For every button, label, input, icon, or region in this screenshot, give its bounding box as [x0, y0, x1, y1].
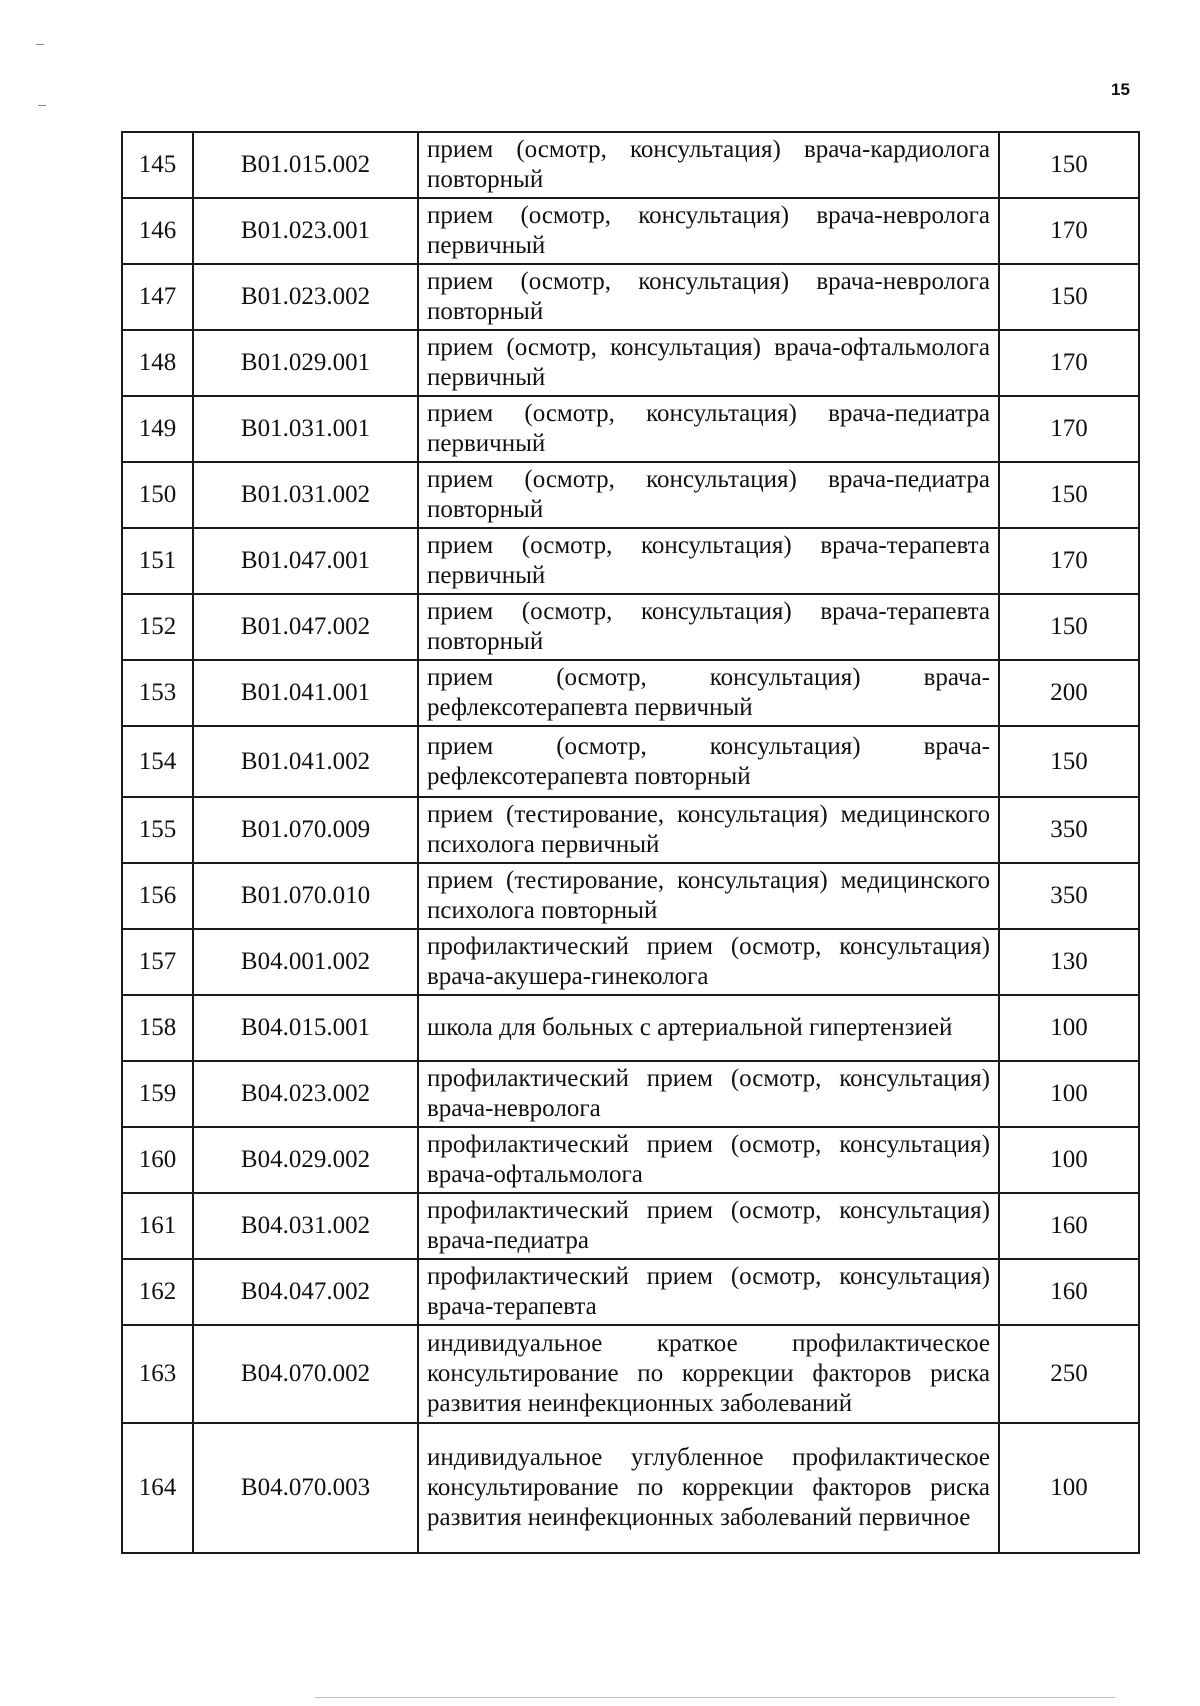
price-cell: 100 [999, 995, 1139, 1061]
service-description-cell: прием (осмотр, консультация) врача-педиатра повторный [418, 462, 999, 528]
price-cell: 130 [999, 929, 1139, 995]
price-cell: 170 [999, 330, 1139, 396]
row-number-cell: 163 [122, 1325, 193, 1423]
service-code-cell: B04.070.003 [193, 1423, 418, 1553]
table-body [122, 132, 1139, 1553]
price-cell: 200 [999, 660, 1139, 726]
service-description-cell: профилактический прием (осмотр, консультация) врача-акушера-гинеколога [418, 929, 999, 995]
row-number-cell: 150 [122, 462, 193, 528]
row-number-cell: 161 [122, 1193, 193, 1259]
price-cell: 160 [999, 1193, 1139, 1259]
service-code-cell: B01.023.001 [193, 198, 418, 264]
price-cell: 170 [999, 198, 1139, 264]
service-description-cell: индивидуальное углубленное профилактическое консультирование по коррекции факторов риска развития неинфекционных заболеваний первичное [418, 1423, 999, 1553]
table-row [122, 594, 1139, 660]
table-row [122, 132, 1139, 198]
table-row [122, 1193, 1139, 1259]
price-cell: 150 [999, 594, 1139, 660]
row-number-cell: 147 [122, 264, 193, 330]
service-description-cell: прием (осмотр, консультация) врача-терапевта повторный [418, 594, 999, 660]
service-code-cell: B04.001.002 [193, 929, 418, 995]
price-cell: 100 [999, 1127, 1139, 1193]
service-code-cell: B04.047.002 [193, 1259, 418, 1325]
service-code-cell: B01.029.001 [193, 330, 418, 396]
service-description-cell: индивидуальное краткое профилактическое консультирование по коррекции факторов риска развития неинфекционных заболеваний [418, 1325, 999, 1423]
row-number-cell: 157 [122, 929, 193, 995]
row-number-cell: 164 [122, 1423, 193, 1553]
row-number-cell: 159 [122, 1061, 193, 1127]
table-row [122, 1259, 1139, 1325]
table-row [122, 462, 1139, 528]
price-cell: 170 [999, 528, 1139, 594]
scan-mark-left [36, 44, 44, 45]
table-row [122, 1127, 1139, 1193]
row-number-cell: 146 [122, 198, 193, 264]
table-row [122, 660, 1139, 726]
row-number-cell: 152 [122, 594, 193, 660]
service-code-cell: B01.015.002 [193, 132, 418, 198]
service-code-cell: B01.023.002 [193, 264, 418, 330]
price-cell: 150 [999, 264, 1139, 330]
service-description-cell: профилактический прием (осмотр, консультация) врача-терапевта [418, 1259, 999, 1325]
service-description-cell: прием (осмотр, консультация) врача-невролога повторный [418, 264, 999, 330]
service-code-cell: B01.031.001 [193, 396, 418, 462]
service-description-cell: профилактический прием (осмотр, консультация) врача-педиатра [418, 1193, 999, 1259]
service-description-cell: прием (осмотр, консультация) врача-рефлексотерапевта первичный [418, 660, 999, 726]
row-number-cell: 154 [122, 726, 193, 797]
price-cell: 100 [999, 1423, 1139, 1553]
row-number-cell: 162 [122, 1259, 193, 1325]
service-code-cell: B01.070.009 [193, 797, 418, 863]
price-cell: 150 [999, 726, 1139, 797]
table-row [122, 995, 1139, 1061]
service-code-cell: B01.047.002 [193, 594, 418, 660]
service-description-cell: прием (осмотр, консультация) врача-офтальмолога первичный [418, 330, 999, 396]
row-number-cell: 148 [122, 330, 193, 396]
scan-mark-bottom [315, 1697, 1115, 1698]
price-cell: 150 [999, 462, 1139, 528]
table-row [122, 1423, 1139, 1553]
service-description-cell: прием (осмотр, консультация) врача-терапевта первичный [418, 528, 999, 594]
service-description-cell: прием (осмотр, консультация) врача-кардиолога повторный [418, 132, 999, 198]
service-description-cell: прием (тестирование, консультация) медицинского психолога повторный [418, 863, 999, 929]
page-number: 15 [1111, 80, 1130, 99]
price-cell: 160 [999, 1259, 1139, 1325]
service-code-cell: B01.041.002 [193, 726, 418, 797]
service-code-cell: B01.041.001 [193, 660, 418, 726]
table-row [122, 929, 1139, 995]
row-number-cell: 153 [122, 660, 193, 726]
row-number-cell: 155 [122, 797, 193, 863]
price-cell: 250 [999, 1325, 1139, 1423]
table-row [122, 264, 1139, 330]
scan-mark-left [38, 105, 46, 106]
table-row [122, 528, 1139, 594]
table-row [122, 726, 1139, 797]
service-code-cell: B01.031.002 [193, 462, 418, 528]
row-number-cell: 151 [122, 528, 193, 594]
service-code-cell: B04.031.002 [193, 1193, 418, 1259]
table-row [122, 863, 1139, 929]
service-description-cell: профилактический прием (осмотр, консультация) врача-невролога [418, 1061, 999, 1127]
price-cell: 170 [999, 396, 1139, 462]
service-code-cell: B04.029.002 [193, 1127, 418, 1193]
service-description-cell: школа для больных с артериальной гипертензией [418, 995, 999, 1061]
price-cell: 100 [999, 1061, 1139, 1127]
service-description-cell: прием (осмотр, консультация) врача-рефлексотерапевта повторный [418, 726, 999, 797]
table-row [122, 1061, 1139, 1127]
service-code-cell: B04.070.002 [193, 1325, 418, 1423]
table-row [122, 797, 1139, 863]
row-number-cell: 145 [122, 132, 193, 198]
service-description-cell: прием (тестирование, консультация) медицинского психолога первичный [418, 797, 999, 863]
price-cell: 350 [999, 797, 1139, 863]
table-row [122, 396, 1139, 462]
table-row [122, 1325, 1139, 1423]
service-code-cell: B04.015.001 [193, 995, 418, 1061]
service-code-cell: B04.023.002 [193, 1061, 418, 1127]
service-description-cell: прием (осмотр, консультация) врача-невролога первичный [418, 198, 999, 264]
row-number-cell: 156 [122, 863, 193, 929]
row-number-cell: 158 [122, 995, 193, 1061]
services-price-table [121, 131, 1140, 1554]
price-cell: 150 [999, 132, 1139, 198]
service-description-cell: профилактический прием (осмотр, консультация) врача-офтальмолога [418, 1127, 999, 1193]
service-code-cell: B01.070.010 [193, 863, 418, 929]
row-number-cell: 160 [122, 1127, 193, 1193]
service-description-cell: прием (осмотр, консультация) врача-педиатра первичный [418, 396, 999, 462]
table-row [122, 330, 1139, 396]
table-row [122, 198, 1139, 264]
service-code-cell: B01.047.001 [193, 528, 418, 594]
row-number-cell: 149 [122, 396, 193, 462]
price-cell: 350 [999, 863, 1139, 929]
